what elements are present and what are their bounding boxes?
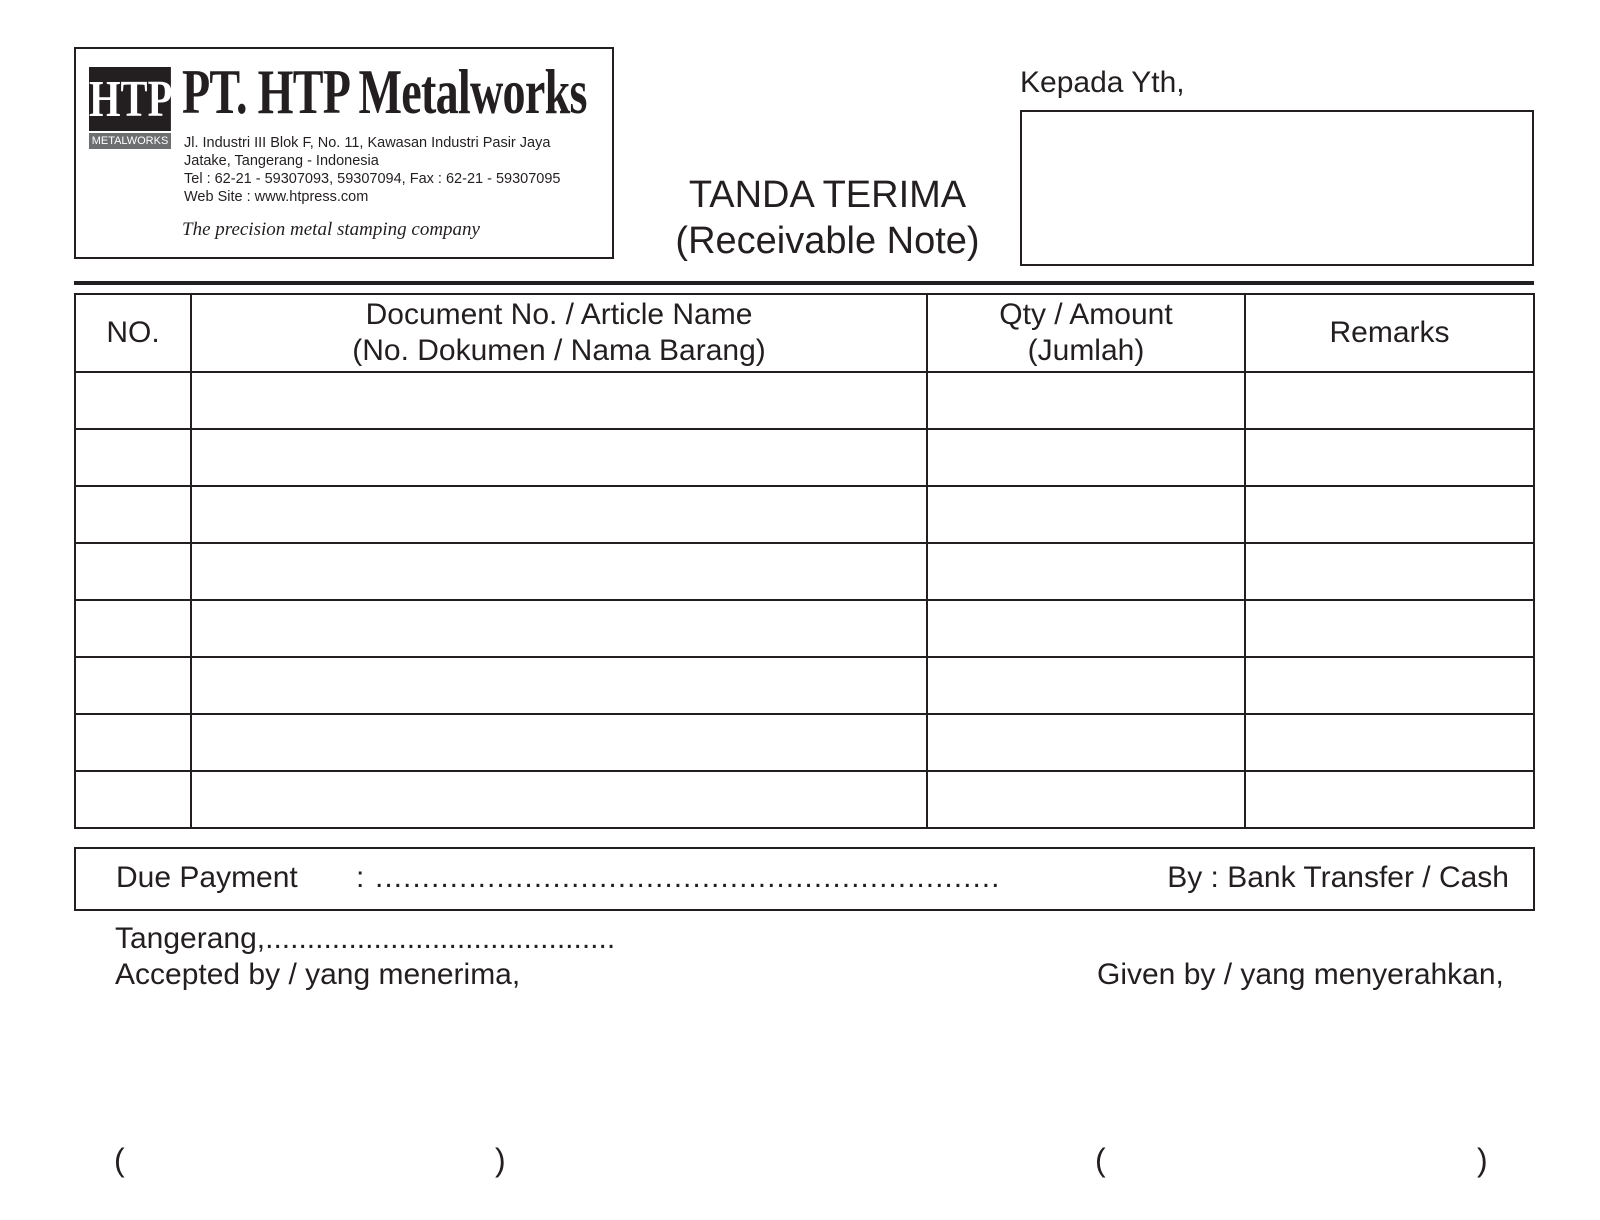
given-signature-close: ) (1477, 1142, 1488, 1178)
cell-qty[interactable] (927, 429, 1245, 486)
address-line: Jl. Industri III Blok F, No. 11, Kawasan Industri Pasir Jaya (184, 135, 551, 151)
cell-no[interactable] (75, 714, 191, 771)
due-payment-colon: : (356, 861, 365, 894)
payment-method: By : Bank Transfer / Cash (1167, 861, 1509, 894)
header-qty (927, 294, 1245, 372)
items-table (74, 293, 1535, 829)
header-document (191, 294, 927, 372)
recipient-field[interactable] (1020, 110, 1534, 266)
address-line: Jatake, Tangerang - Indonesia (184, 153, 379, 169)
header-remarks-label: Remarks (1329, 316, 1450, 349)
cell-document[interactable] (191, 771, 927, 828)
cell-remarks[interactable] (1245, 657, 1534, 714)
cell-no[interactable] (75, 771, 191, 828)
htp-logo (89, 67, 171, 149)
cell-qty[interactable] (927, 657, 1245, 714)
title-sub: (Receivable Note) (675, 220, 980, 262)
company-name: PT. HTP Metalworks (182, 56, 587, 127)
accepted-signature-open: ( (114, 1142, 125, 1178)
cell-no[interactable] (75, 657, 191, 714)
table-row (75, 372, 1534, 429)
cell-qty[interactable] (927, 486, 1245, 543)
cell-no[interactable] (75, 543, 191, 600)
accepted-by-label: Accepted by / yang menerima, (115, 958, 521, 991)
title-main: TANDA TERIMA (688, 174, 967, 216)
cell-remarks[interactable] (1245, 600, 1534, 657)
cell-remarks[interactable] (1245, 372, 1534, 429)
cell-remarks[interactable] (1245, 429, 1534, 486)
cell-document[interactable] (191, 543, 927, 600)
document-title (655, 172, 1000, 264)
cell-remarks[interactable] (1245, 714, 1534, 771)
table-row (75, 486, 1534, 543)
given-signature-open: ( (1095, 1142, 1106, 1178)
table-row (75, 714, 1534, 771)
cell-document[interactable] (191, 657, 927, 714)
cell-remarks[interactable] (1245, 771, 1534, 828)
due-payment-label: Due Payment (116, 861, 298, 894)
header-document-sublabel: (No. Dokumen / Nama Barang) (352, 334, 766, 367)
table-row (75, 657, 1534, 714)
cell-document[interactable] (191, 486, 927, 543)
header-qty-sublabel: (Jumlah) (1027, 334, 1145, 367)
cell-qty[interactable] (927, 543, 1245, 600)
table-row (75, 771, 1534, 828)
given-by-label: Given by / yang menyerahkan, (1097, 958, 1504, 991)
payment-box (74, 847, 1535, 911)
table-row (75, 600, 1534, 657)
header-qty-label: Qty / Amount (999, 298, 1173, 331)
cell-remarks[interactable] (1245, 486, 1534, 543)
website-line: Web Site : www.htpress.com (184, 189, 369, 205)
cell-qty[interactable] (927, 714, 1245, 771)
cell-qty[interactable] (927, 600, 1245, 657)
header-remarks (1245, 294, 1534, 372)
cell-document[interactable] (191, 429, 927, 486)
accepted-signature-close: ) (495, 1142, 506, 1178)
cell-document[interactable] (191, 372, 927, 429)
table-row (75, 543, 1534, 600)
header-divider (74, 281, 1534, 285)
header-no (75, 294, 191, 372)
table-header-row (75, 294, 1534, 372)
company-header-box (74, 47, 614, 259)
cell-no[interactable] (75, 600, 191, 657)
cell-no[interactable] (75, 486, 191, 543)
cell-qty[interactable] (927, 372, 1245, 429)
header-no-label: NO. (106, 316, 160, 349)
table-row (75, 429, 1534, 486)
header-document-label: Document No. / Article Name (365, 298, 753, 331)
due-payment-field[interactable]: ................................................................... (375, 861, 1001, 894)
cell-qty[interactable] (927, 771, 1245, 828)
place-date-field[interactable]: Tangerang,.......................................... (115, 922, 616, 955)
logo-letters: HTP (89, 67, 171, 131)
company-tagline: The precision metal stamping company (182, 219, 480, 240)
cell-document[interactable] (191, 714, 927, 771)
logo-subtitle: METALWORKS (89, 133, 171, 149)
cell-document[interactable] (191, 600, 927, 657)
company-address (184, 134, 560, 206)
cell-no[interactable] (75, 429, 191, 486)
cell-no[interactable] (75, 372, 191, 429)
cell-remarks[interactable] (1245, 543, 1534, 600)
recipient-label: Kepada Yth, (1020, 66, 1185, 99)
phone-line: Tel : 62-21 - 59307093, 59307094, Fax : 62-21 - 59307095 (184, 171, 561, 187)
